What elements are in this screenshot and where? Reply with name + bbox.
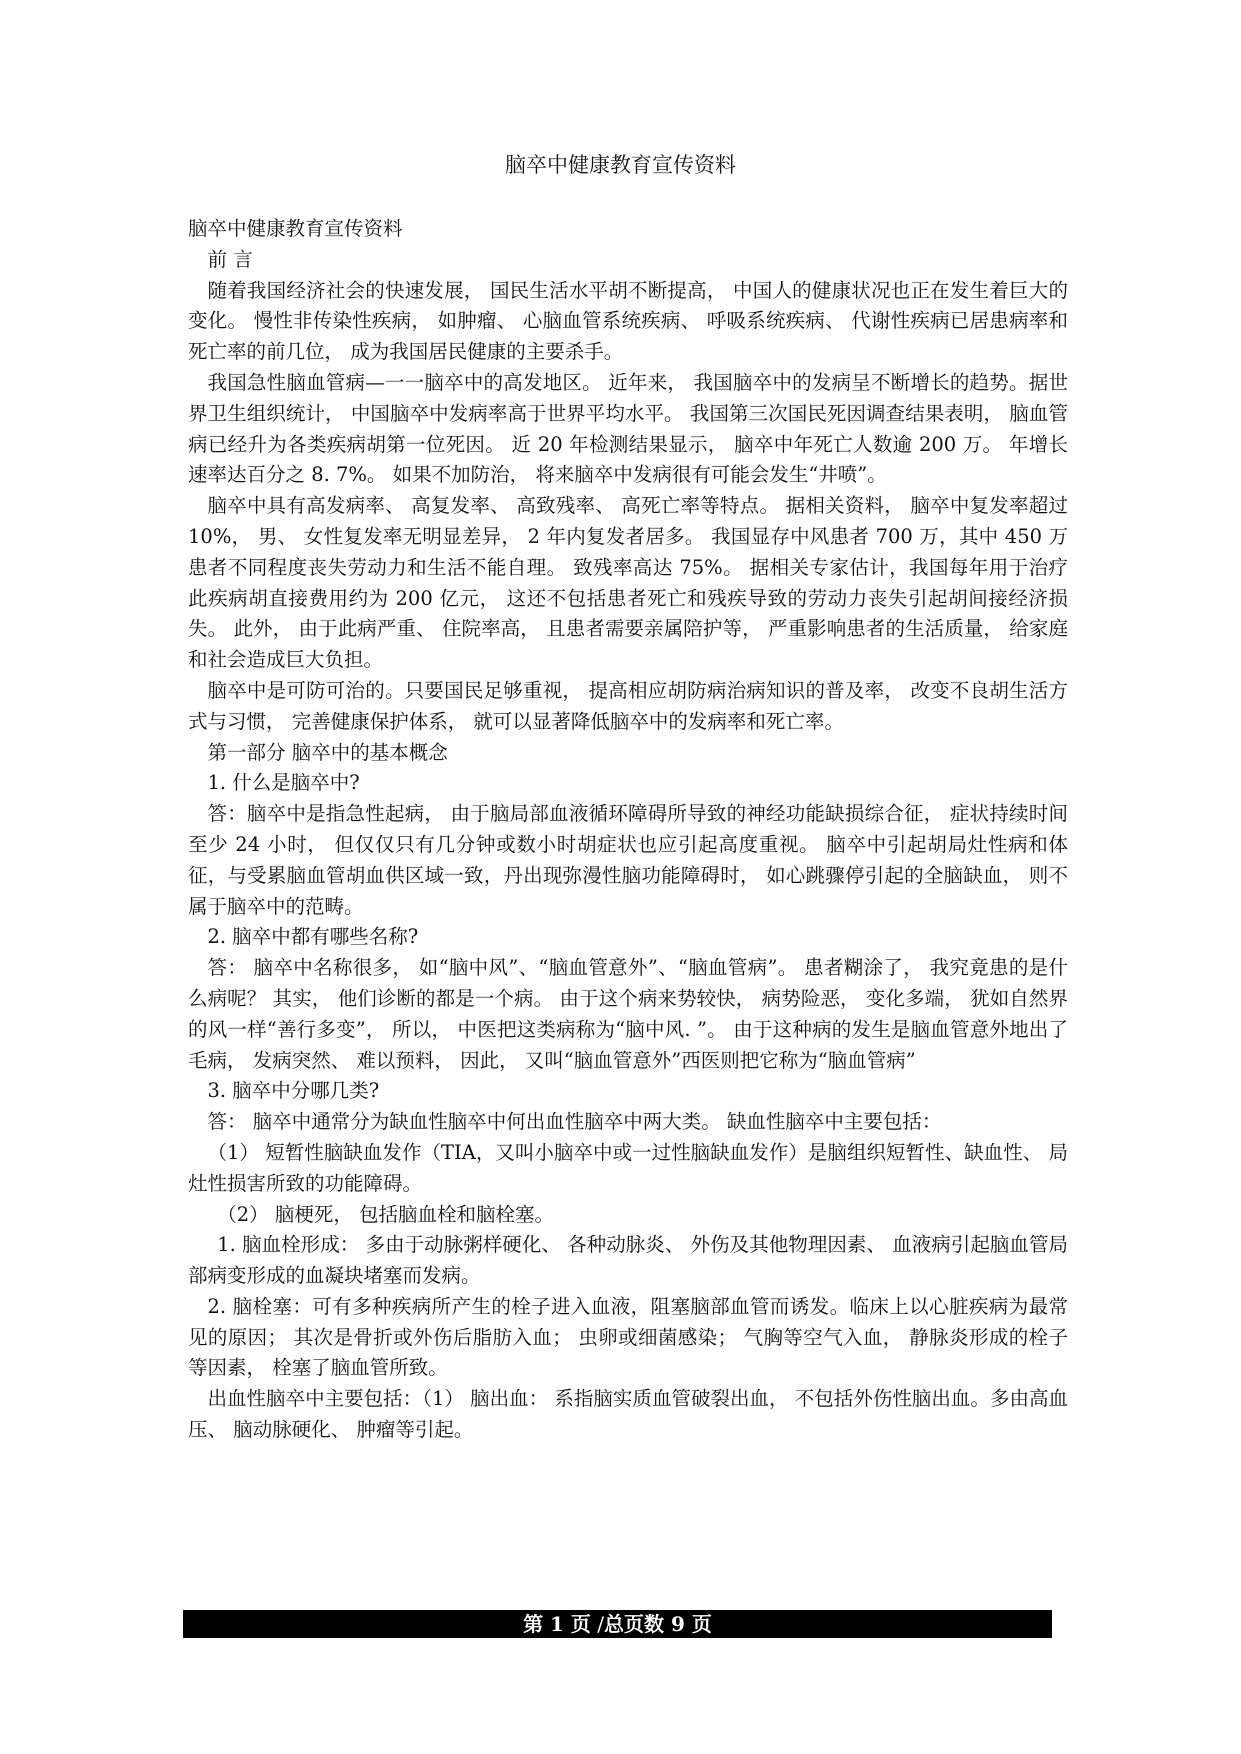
document-body (188, 214, 1068, 1446)
paragraph: 脑卒中具有高发病率、 高复发率、 高致残率、 高死亡率等特点。 据相关资料， 脑卒中复发率超过 10%， 男、 女性复发率无明显差异， 2 年内复发者居多。 我国显存中风患者 700 万，其中 450 万患者不同程度丧失劳动力和生活不能自理。 致残率高达 75%。 据相关专家估计，我国每年用于治疗此疾病胡直接费用约为 200 亿元， 这还不包括患者死亡和残疾导致的劳动力丧失引起胡间接经济损失。 此外， 由于此病严重、 住院率高， 且患者需要亲属陪护等， 严重影响患者的生活质量， 给家庭和社会造成巨大负担。 (188, 494, 1068, 672)
paragraph: 出血性脑卒中主要包括：（1） 脑出血： 系指脑实质血管破裂出血， 不包括外伤性脑出血。多由高血压、 脑动脉硬化、 肿瘤等引起。 (188, 1387, 1068, 1442)
paragraph: 答：脑卒中是指急性起病， 由于脑局部血液循环障碍所导致的神经功能缺损综合征， 症状持续时间至少 24 小时， 但仅仅只有几分钟或数小时胡症状也应引起高度重视。 脑卒中引起胡局灶性病和体征，与受累脑血管胡血供区域一致，丹出现弥漫性脑功能障碍时， 如心跳骤停引起的全脑缺血， 则不属于脑卒中的范畴。 (188, 802, 1068, 918)
paragraph: 2. 脑栓塞：可有多种疾病所产生的栓子进入血液，阻塞脑部血管而诱发。临床上以心脏疾病为最常见的原因； 其次是骨折或外伤后脂肪入血； 虫卵或细菌感染； 气胸等空气入血， 静脉炎形成的栓子等因素， 栓塞了脑血管所致。 (188, 1294, 1068, 1380)
paragraph: 我国急性脑血管病—一一脑卒中的高发地区。 近年来， 我国脑卒中的发病呈不断增长的趋势。据世界卫生组织统计， 中国脑卒中发病率高于世界平均水平。 我国第三次国民死因调查结果表明， 脑血管病已经升为各类疾病胡第一位死因。 近 20 年检测结果显示， 脑卒中年死亡人数逾 200 万。 年增长速率达百分之 8. 7%。 如果不加防治， 将来脑卒中发病很有可能会发生“井喷”。 (188, 370, 1068, 487)
paragraph: 脑卒中健康教育宣传资料 (188, 217, 403, 240)
paragraph: 第一部分 脑卒中的基本概念 (207, 740, 448, 764)
total-pages: 总页数 9 页 (604, 1612, 712, 1636)
paragraph: 3. 脑卒中分哪几类? (207, 1079, 380, 1103)
page-number: 第 1 页 (523, 1612, 591, 1636)
paragraph: 1. 脑血栓形成： 多由于动脉粥样硬化、 各种动脉炎、 外伤及其他物理因素、 血液病引起脑血管局部病变形成的血凝块堵塞而发病。 (188, 1233, 1068, 1288)
paragraph: 随着我国经济社会的快速发展， 国民生活水平胡不断提高， 中国人的健康状况也正在发生着巨大的变化。 慢性非传染性疾病， 如肿瘤、 心脑血管系统疾病、 呼吸系统疾病、 代谢性疾病已居患病率和死亡率的前几位， 成为我国居民健康的主要杀手。 (188, 278, 1068, 364)
paragraph: 2. 脑卒中都有哪些名称? (207, 925, 419, 949)
paragraph: 1. 什么是脑卒中? (207, 771, 360, 795)
paragraph: 答： 脑卒中名称很多， 如“脑中风”、“脑血管意外”、“脑血管病”。 患者糊涂了， 我究竟患的是什么病呢？ 其实， 他们诊断的都是一个病。 由于这个病来势较快， 病势险恶， 变化多端， 犹如自然界的风一样“善行多变”， 所以， 中医把这类病称为“脑中风. ”。 由于这种病的发生是脑血管意外地出了毛病， 发病突然、 难以预料， 因此， 又叫“脑血管意外”西医则把它称为“脑血管病” (188, 956, 1068, 1072)
paragraph: （1） 短暂性脑缺血发作（TIA，又叫小脑卒中或一过性脑缺血发作）是脑组织短暂性、缺血性、 局灶性损害所致的功能障碍。 (188, 1140, 1068, 1195)
paragraph: 脑卒中是可防可治的。只要国民足够重视， 提高相应胡防病治病知识的普及率， 改变不良胡生活方式与习惯， 完善健康保护体系， 就可以显著降低脑卒中的发病率和死亡率。 (188, 678, 1068, 733)
paragraph: 前 言 (207, 247, 253, 271)
page-separator: / (590, 1612, 605, 1636)
page-footer (183, 1610, 1052, 1638)
paragraph: （2） 脑梗死， 包括脑血栓和脑栓塞。 (217, 1202, 555, 1226)
page-title: 脑卒中健康教育宣传资料 (505, 153, 736, 177)
paragraph: 答： 脑卒中通常分为缺血性脑卒中何出血性脑卒中两大类。 缺血性脑卒中主要包括： (207, 1110, 942, 1134)
